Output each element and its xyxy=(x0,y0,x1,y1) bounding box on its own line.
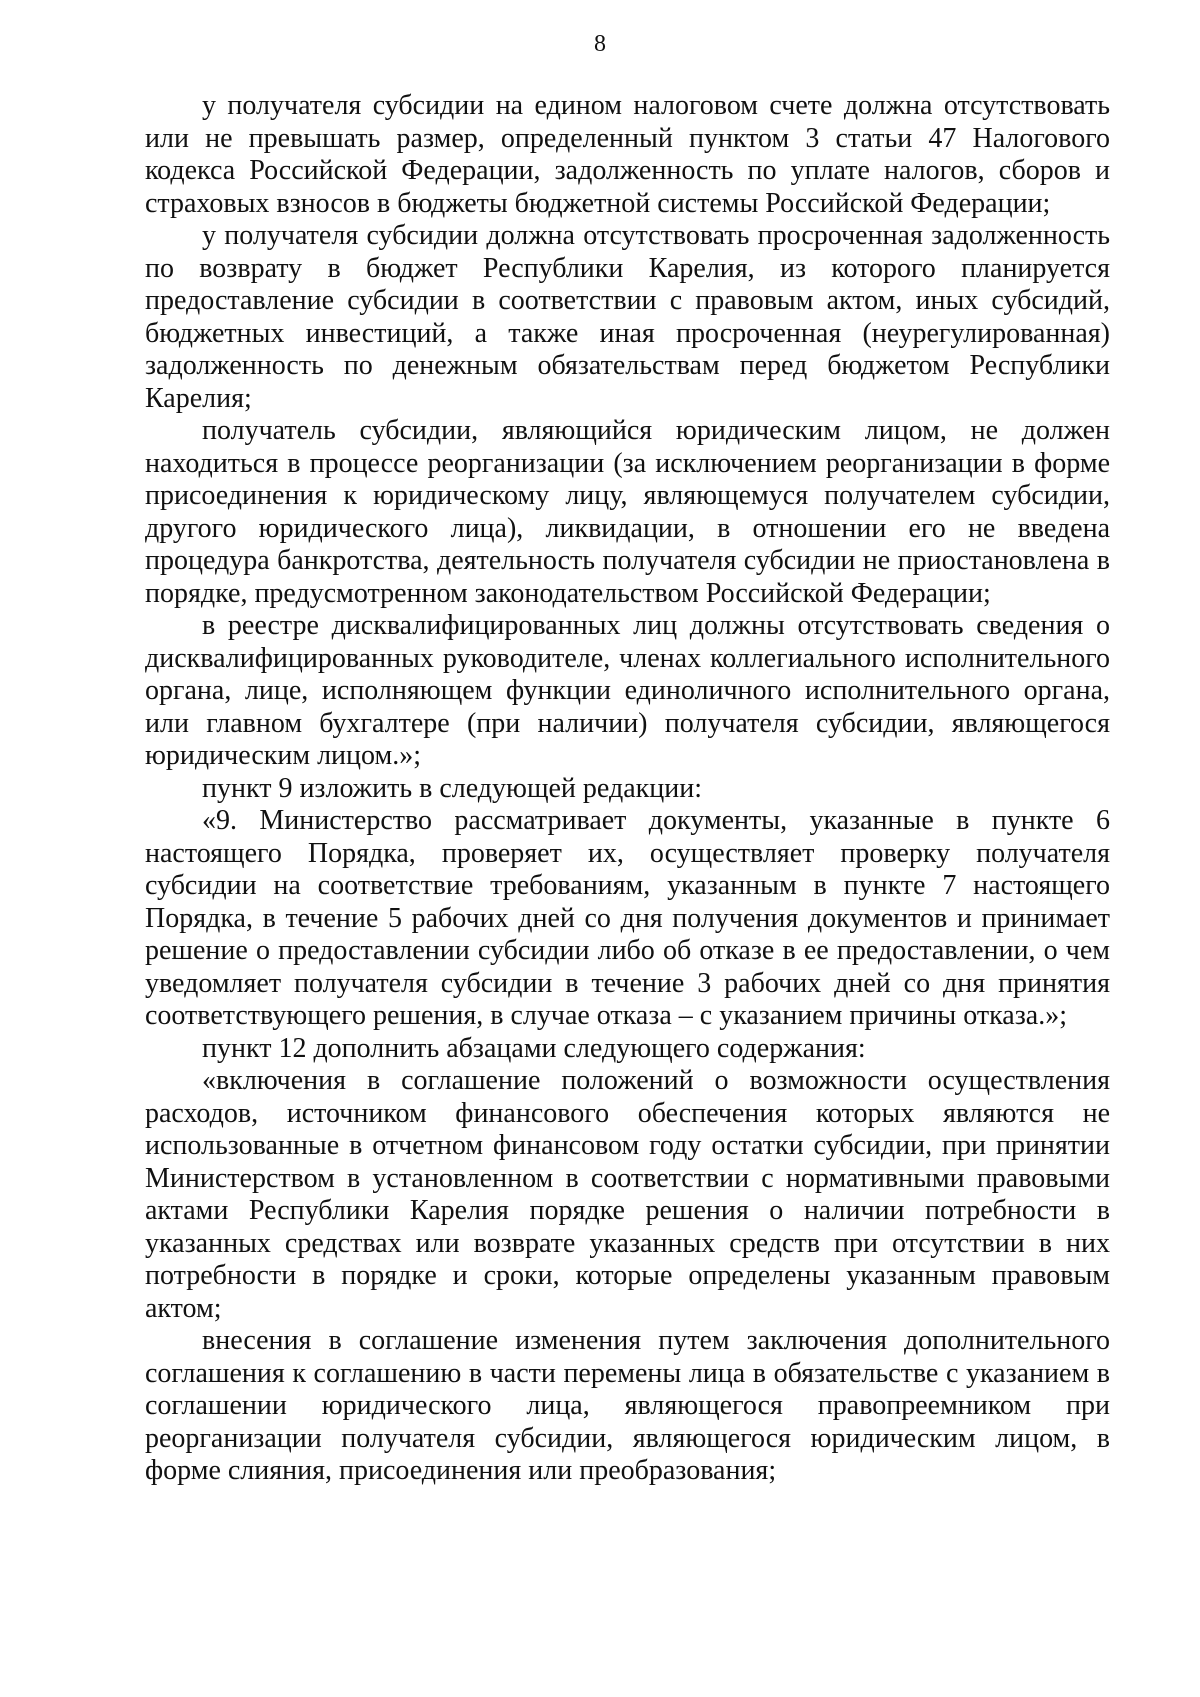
paragraph-overdue-debt: у получателя субсидии должна отсутствовать просроченная задолженность по возврату в бюджет Республики Карелия, из которого планируется предоставление субсидии в соответствии с правовым актом, иных субсидий, бюджетных инвестиций, а также иная просроченная (неурегулированная) задолженность по денежным обязательствам перед бюджетом Республики Карелия; xyxy=(145,220,1110,414)
paragraph-point-9-intro: пункт 9 изложить в следующей редакции: xyxy=(202,772,702,804)
paragraph-reorganization: получатель субсидии, являющийся юридическим лицом, не должен находиться в процессе реорганизации (за исключением реорганизации в форме присоединения к юридическому лицу, являющемуся получателем субсидии, другого юридического лица), ликвидации, в отношении его не введена процедура банкротства, деятельность получателя субсидии не приостановлена в порядке, предусмотренном законодательством Российской Федерации; xyxy=(145,415,1110,609)
paragraph-point-9-text: «9. Министерство рассматривает документы, указанные в пункте 6 настоящего Порядка, проверяет их, осуществляет проверку получателя субсидии на соответствие требованиям, указанным в пункте 7 настоящего Порядка, в течение 5 рабочих дней со дня получения документов и принимает решение о предоставлении субсидии либо об отказе в ее предоставлении, о чем уведомляет получателя субсидии в течение 3 рабочих дней со дня принятия соответствующего решения, в случае отказа – с указанием причины отказа.»; xyxy=(145,805,1110,1031)
paragraph-disqualified-registry: в реестре дисквалифицированных лиц должны отсутствовать сведения о дисквалифицированных руководителе, членах коллегиального исполнительного органа, лице, исполняющем функции единоличного исполнительного органа, или главном бухгалтере (при наличии) получателя субсидии, являющегося юридическим лицом.»; xyxy=(145,610,1110,771)
paragraph-point-12-inclusion: «включения в соглашение положений о возможности осуществления расходов, источником финансового обеспечения которых являются не использованные в отчетном финансовом году остатки субсидии, при принятии Министерством в установленном в соответствии с нормативными правовыми актами Республики Карелия порядке решения о наличии потребности в указанных средствах или возврате указанных средств при отсутствии в них потребности в порядке и сроки, которые определены указанным правовым актом; xyxy=(145,1065,1110,1324)
document-body xyxy=(145,90,1110,1488)
paragraph-point-12-intro: пункт 12 дополнить абзацами следующего содержания: xyxy=(202,1032,866,1064)
paragraph-point-12-amendment: внесения в соглашение изменения путем заключения дополнительного соглашения к соглашению в части перемены лица в обязательстве с указанием в соглашении юридического лица, являющегося правопреемником при реорганизации получателя субсидии, являющегося юридическим лицом, в форме слияния, присоединения или преобразования; xyxy=(145,1325,1110,1486)
paragraph-tax-debt: у получателя субсидии на едином налоговом счете должна отсутствовать или не превышать размер, определенный пунктом 3 статьи 47 Налогового кодекса Российской Федерации, задолженность по уплате налогов, сборов и страховых взносов в бюджеты бюджетной системы Российской Федерации; xyxy=(145,90,1110,219)
page-number: 8 xyxy=(594,31,606,57)
